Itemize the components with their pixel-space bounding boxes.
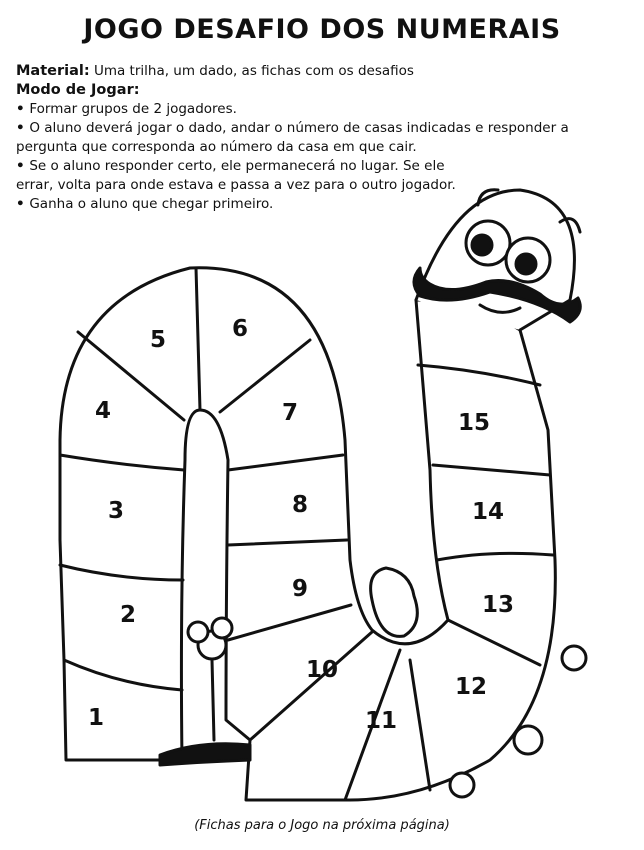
pupil-left [472,235,492,255]
space-11: 11 [365,708,398,734]
space-5: 5 [150,327,167,353]
flower [562,646,586,670]
space-3: 3 [108,498,125,524]
material-line [16,62,628,81]
flower [212,618,232,638]
flower [450,773,474,797]
footer-note: (Fichas para o Jogo na próxima página) [194,818,450,833]
space-1: 1 [88,705,105,731]
space-8: 8 [292,492,309,518]
space-13: 13 [482,592,515,618]
space-10: 10 [306,657,339,683]
space-9: 9 [292,576,309,602]
flower-stem [212,660,214,740]
rule-item: • Formar grupos de 2 jogadores. [16,101,237,117]
worm-body [60,268,555,800]
space-7: 7 [282,400,299,426]
modo-label: Modo de Jogar: [16,82,140,98]
space-4: 4 [95,398,112,424]
game-board [0,180,644,810]
space-2: 2 [120,602,137,628]
flower [514,726,542,754]
space-6: 6 [232,316,249,342]
flower [188,622,208,642]
space-12: 12 [455,674,488,700]
rule-item: • Ganha o aluno que chegar primeiro. [16,196,274,212]
page-title: JOGO DESAFIO DOS NUMERAIS [83,14,561,45]
material-text: Uma trilha, um dado, as fichas com os desafios [93,63,414,79]
rule-item: • Se o aluno responder certo, ele permanecerá no lugar. Se ele errar, volta para onde estava e passa a vez para o outro jogador. [16,158,456,193]
pupil-right [516,254,536,274]
material-label: Material: [16,63,90,79]
space-15: 15 [458,410,491,436]
tulip [371,568,418,636]
rule-item: • O aluno deverá jogar o dado, andar o número de casas indicadas e responder a pergunta que corresponda ao número da casa em que cair. [16,120,569,155]
space-14: 14 [472,499,505,525]
